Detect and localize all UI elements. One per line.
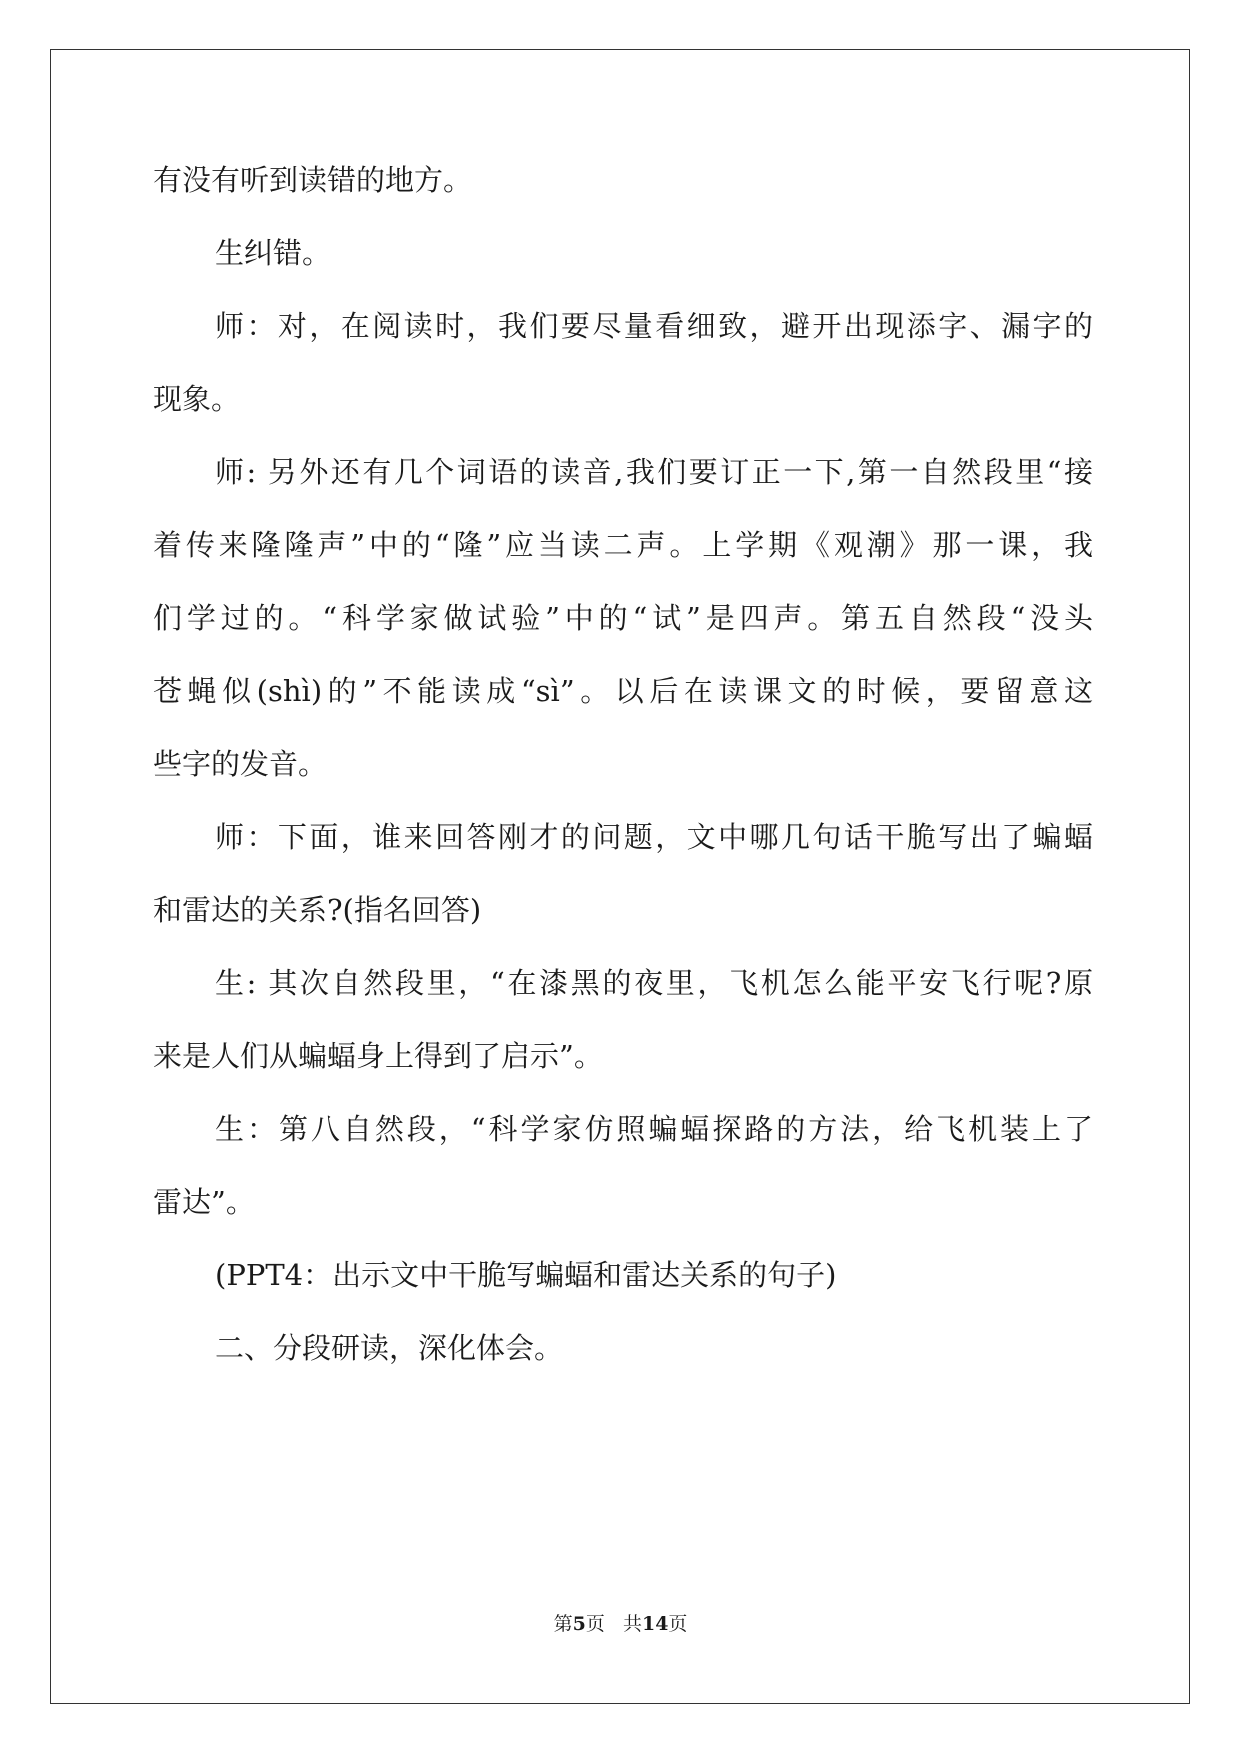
page-number: 5	[572, 1613, 586, 1635]
page-label-unit: 页	[585, 1613, 605, 1635]
total-label-prefix: 共	[622, 1613, 642, 1635]
text-line: 着传来隆隆声”中的“隆”应当读二声。上学期《观潮》那一课，我	[153, 528, 1093, 562]
text-line: 师: 另外还有几个词语的读音,我们要订正一下,第一自然段里“接	[215, 455, 1093, 489]
page-border	[50, 49, 1190, 1704]
page-label-prefix: 第	[553, 1613, 573, 1635]
text-line: (PPT4：出示文中干脆写蝙蝠和雷达关系的句子)	[215, 1258, 837, 1292]
text-line: 们学过的。“科学家做试验”中的“试”是四声。第五自然段“没头	[153, 601, 1093, 635]
text-line: 和雷达的关系?(指名回答)	[153, 893, 482, 927]
text-line: 师：对，在阅读时，我们要尽量看细致，避开出现添字、漏字的	[215, 309, 1093, 343]
text-line: 雷达”。	[153, 1185, 255, 1219]
text-line: 苍蝇似(shì)的”不能读成“sì”。以后在读课文的时候，要留意这	[153, 674, 1093, 708]
text-line: 来是人们从蝙蝠身上得到了启示”。	[153, 1039, 603, 1073]
total-label-unit: 页	[668, 1613, 688, 1635]
page-footer	[0, 1611, 1241, 1637]
text-line: 二、分段研读，深化体会。	[215, 1331, 564, 1365]
text-line: 现象。	[153, 382, 241, 416]
page-total: 14	[641, 1613, 669, 1635]
text-line: 些字的发音。	[153, 747, 328, 781]
text-line: 生: 其次自然段里，“在漆黑的夜里，飞机怎么能平安飞行呢?原	[215, 966, 1093, 1000]
text-line: 师：下面，谁来回答刚才的问题，文中哪几句话干脆写出了蝙蝠	[215, 820, 1093, 854]
text-line: 生：第八自然段，“科学家仿照蝙蝠探路的方法，给飞机装上了	[215, 1112, 1093, 1146]
text-line: 生纠错。	[215, 236, 332, 270]
text-line: 有没有听到读错的地方。	[153, 163, 473, 197]
